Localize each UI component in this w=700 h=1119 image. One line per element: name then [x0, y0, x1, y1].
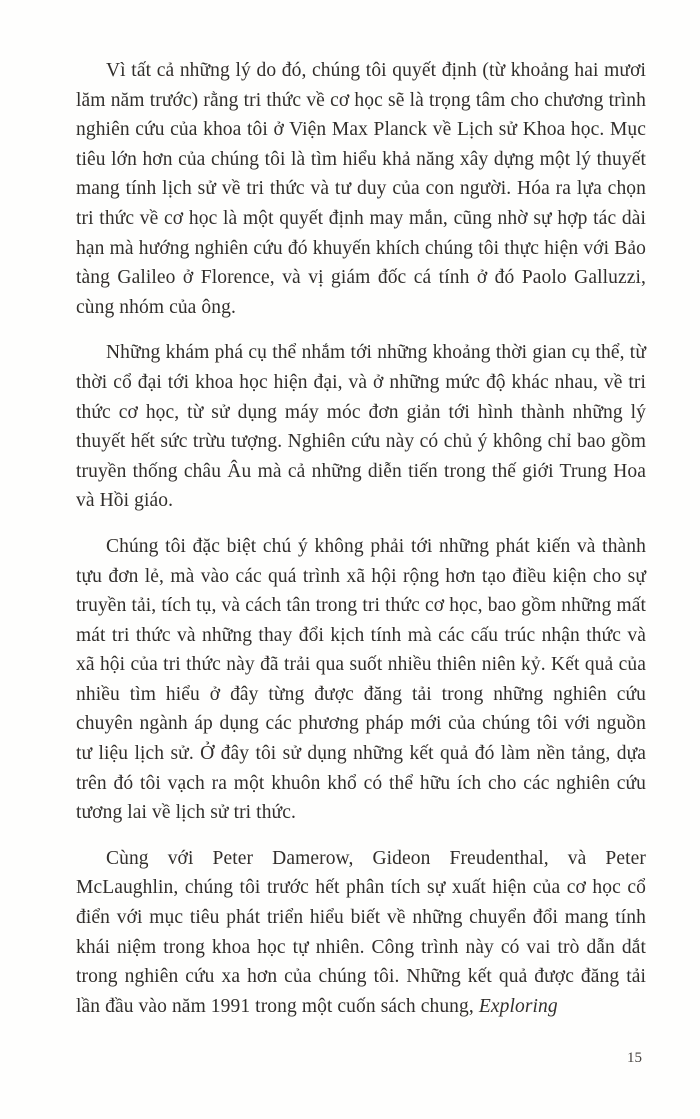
paragraph-2-text: Những khám phá cụ thể nhắm tới những khoảng thời gian cụ thể, từ thời cổ đại tới khoa học hiện đại, và ở những mức độ khác nhau, về tri thức cơ học, từ sử dụng máy móc đơn giản tới hình thành những lý thuyết hết sức trừu tượng. Nghiên cứu này có chủ ý không chỉ bao gồm truyền thống châu Âu mà cả những diễn tiến trong thế giới Trung Hoa và Hồi giáo.	[76, 342, 646, 512]
paragraph-2	[76, 338, 646, 516]
body-text	[76, 56, 646, 1021]
page-number: 15	[627, 1050, 642, 1066]
paragraph-3-text: Chúng tôi đặc biệt chú ý không phải tới những phát kiến và thành tựu đơn lẻ, mà vào các quá trình xã hội rộng hơn tạo điều kiện cho sự truyền tải, tích tụ, và cách tân trong tri thức cơ học, bao gồm những mất mát tri thức và những thay đổi kịch tính mà các cấu trúc nhận thức và xã hội của tri thức này đã trải qua suốt nhiều thiên niên kỷ. Kết quả của nhiều tìm hiểu ở đây từng được đăng tải trong những nghiên cứu chuyên ngành áp dụng các phương pháp mới của chúng tôi với nguồn tư liệu lịch sử. Ở đây tôi sử dụng những kết quả đó làm nền tảng, dựa trên đó tôi vạch ra một khuôn khổ có thể hữu ích cho các nghiên cứu tương lai về lịch sử tri thức.	[76, 535, 646, 824]
paragraph-4	[76, 844, 646, 1022]
paragraph-1	[76, 56, 646, 322]
book-title-italic: Exploring	[478, 995, 558, 1017]
paragraph-1-text: Vì tất cả những lý do đó, chúng tôi quyết định (từ khoảng hai mươi lăm năm trước) rằng tri thức về cơ học sẽ là trọng tâm cho chương trình nghiên cứu của khoa tôi ở Viện Max Planck về Lịch sử Khoa học. Mục tiêu lớn hơn của chúng tôi là tìm hiểu khả năng xây dựng một lý thuyết mang tính lịch sử về tri thức và tư duy của con người. Hóa ra lựa chọn tri thức về cơ học là một quyết định may mắn, cũng nhờ sự hợp tác dài hạn mà hướng nghiên cứu đó khuyến khích chúng tôi thực hiện với Bảo tàng Galileo ở Florence, và vị giám đốc cá tính ở đó Paolo Galluzzi, cùng nhóm của ông.	[76, 60, 646, 318]
paragraph-4-text: Cùng với Peter Damerow, Gideon Freudenthal, và Peter McLaughlin, chúng tôi trước hết phân tích sự xuất hiện của cơ học cổ điển với mục tiêu phát triển hiểu biết về những chuyển đổi mang tính khái niệm trong khoa học tự nhiên. Công trình này có vai trò dẫn dắt trong nghiên cứu xa hơn của chúng tôi. Những kết quả được đăng tải lần đầu vào năm 1991 trong một cuốn sách chung,	[76, 847, 646, 1017]
paragraph-3	[76, 532, 646, 828]
